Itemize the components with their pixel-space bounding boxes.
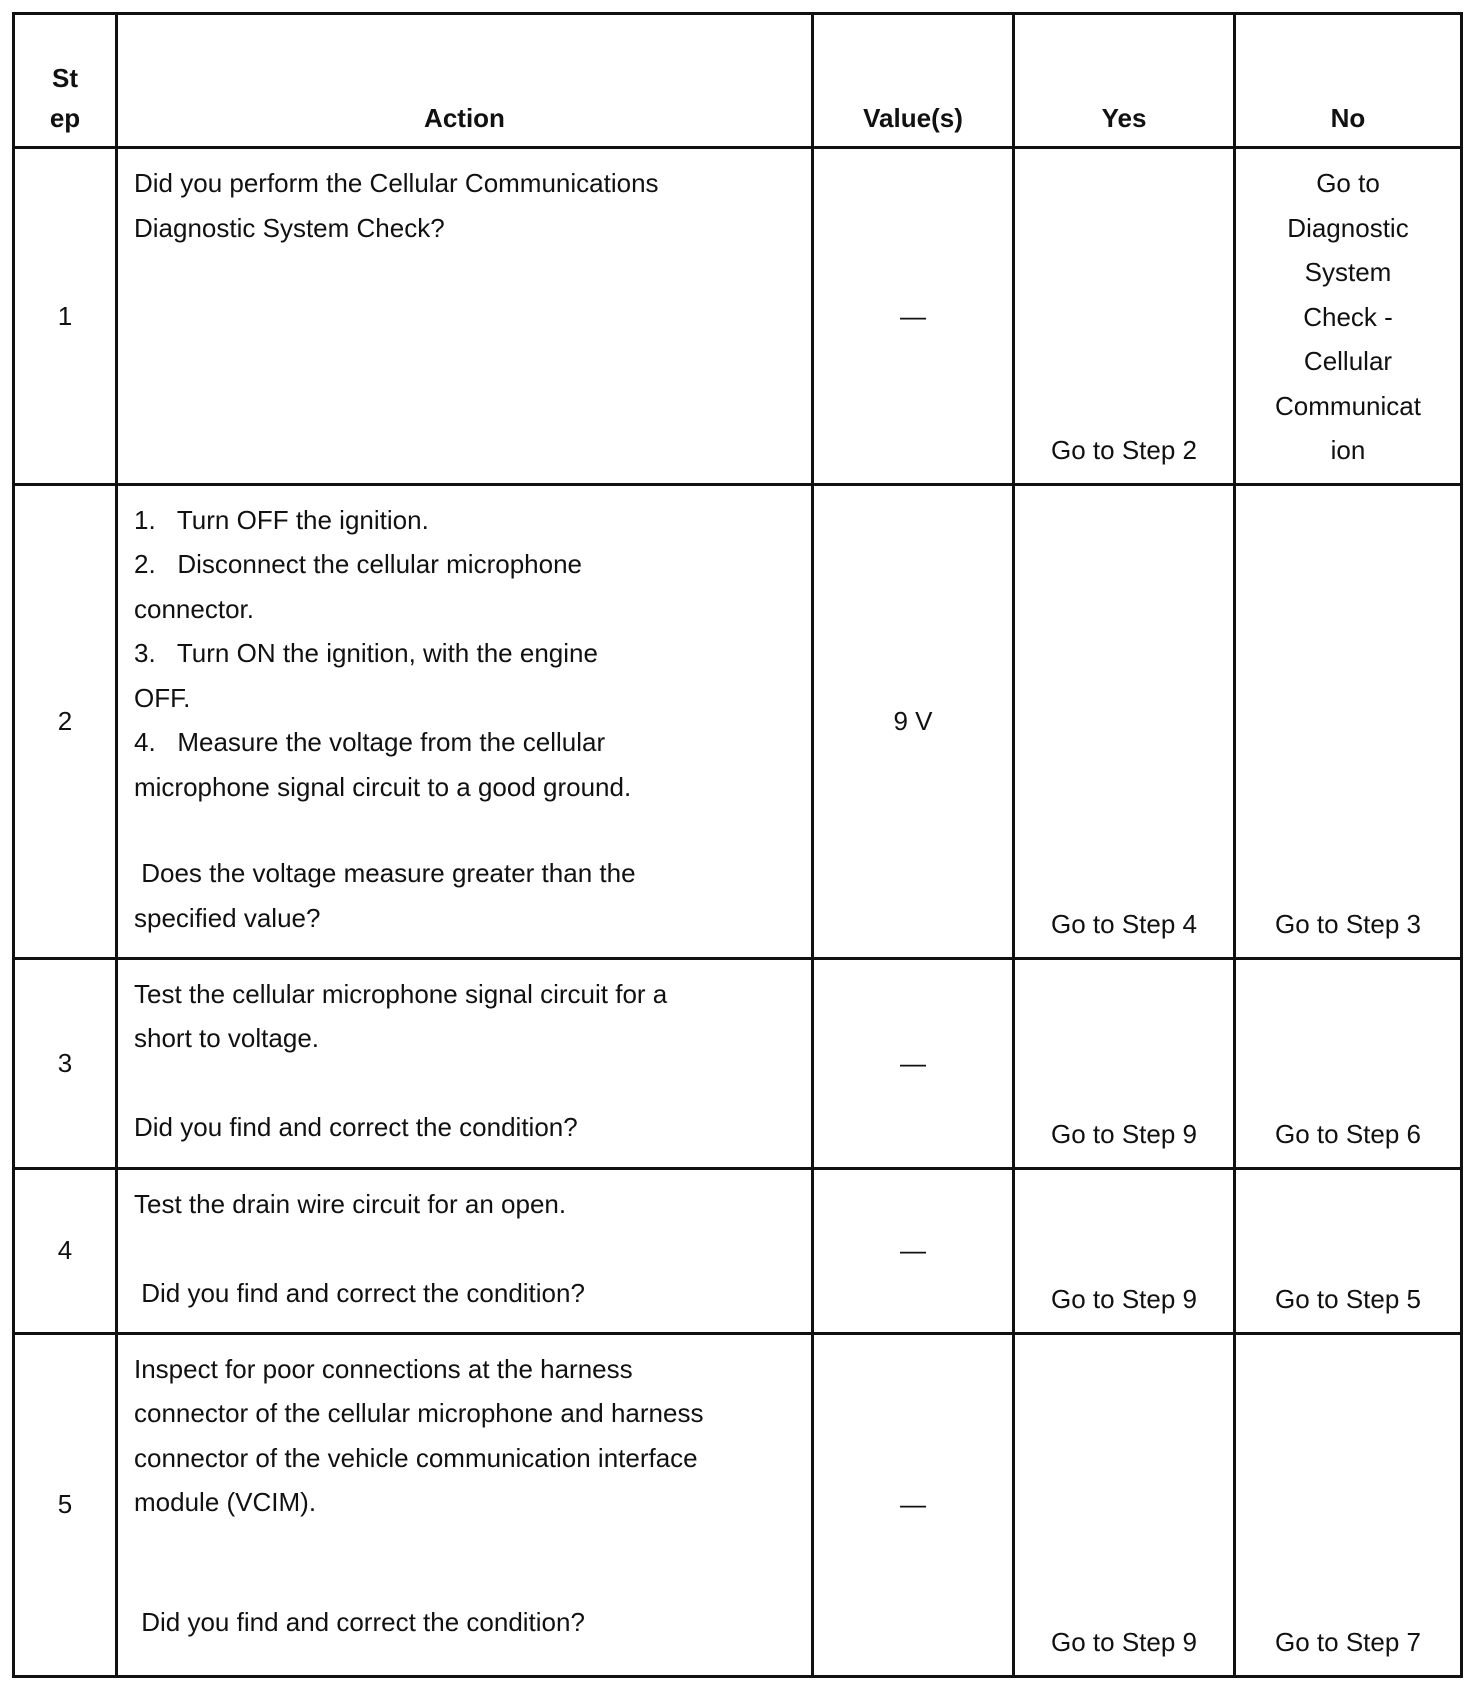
action-line: OFF. bbox=[134, 682, 191, 713]
question-line: specified value? bbox=[134, 902, 321, 933]
no-cell: Go to Step 6 bbox=[1235, 958, 1462, 1168]
header-yes: Yes bbox=[1014, 14, 1235, 148]
step-number: 4 bbox=[14, 1168, 117, 1333]
step-number: 1 bbox=[14, 148, 117, 485]
step-number: 3 bbox=[14, 958, 117, 1168]
action-line: Test the cellular microphone signal circuit for a bbox=[134, 978, 668, 1009]
step-number: 5 bbox=[14, 1333, 117, 1676]
action-cell bbox=[117, 1333, 813, 1676]
no-cell: Go to Step 7 bbox=[1235, 1333, 1462, 1676]
action-line: short to voltage. bbox=[134, 1023, 319, 1053]
table-row bbox=[14, 958, 1462, 1168]
action-line: Did you perform the Cellular Communications bbox=[134, 168, 659, 198]
action-line: Diagnostic System Check? bbox=[134, 212, 445, 243]
action-cell bbox=[117, 1168, 813, 1333]
action-line: Test the drain wire circuit for an open. bbox=[134, 1188, 567, 1219]
no-line: Check - bbox=[1303, 301, 1393, 332]
question-line: Did you find and correct the condition? bbox=[134, 1277, 585, 1308]
table-row bbox=[14, 148, 1462, 485]
header-values: Value(s) bbox=[813, 14, 1014, 148]
table-row bbox=[14, 1168, 1462, 1333]
action-line: 3. Turn ON the ignition, with the engine bbox=[134, 638, 598, 668]
no-cell bbox=[1235, 148, 1462, 485]
action-line: connector of the cellular microphone and harness bbox=[134, 1398, 704, 1428]
value-cell: — bbox=[813, 958, 1014, 1168]
action-cell bbox=[117, 958, 813, 1168]
table-row bbox=[14, 1333, 1462, 1676]
question-line: Did you find and correct the condition? bbox=[134, 1606, 585, 1637]
no-line: Communicat bbox=[1275, 390, 1421, 421]
value-cell: — bbox=[813, 1333, 1014, 1676]
value-cell: 9 V bbox=[813, 484, 1014, 958]
action-cell bbox=[117, 484, 813, 958]
no-line: Go to bbox=[1316, 168, 1380, 198]
yes-cell: Go to Step 9 bbox=[1014, 958, 1235, 1168]
no-line: Diagnostic bbox=[1287, 212, 1409, 243]
yes-cell: Go to Step 4 bbox=[1014, 484, 1235, 958]
action-line: connector. bbox=[134, 593, 254, 624]
header-no: No bbox=[1235, 14, 1462, 148]
action-line: 1. Turn OFF the ignition. bbox=[134, 504, 429, 535]
table-row bbox=[14, 484, 1462, 958]
no-cell: Go to Step 3 bbox=[1235, 484, 1462, 958]
action-line: microphone signal circuit to a good ground. bbox=[134, 771, 632, 802]
yes-cell: Go to Step 9 bbox=[1014, 1333, 1235, 1676]
no-line: Cellular bbox=[1303, 346, 1393, 376]
yes-cell: Go to Step 2 bbox=[1014, 148, 1235, 485]
action-line: module (VCIM). bbox=[134, 1487, 317, 1517]
step-number: 2 bbox=[14, 484, 117, 958]
action-line: 4. Measure the voltage from the cellular bbox=[134, 727, 606, 757]
action-line: connector of the vehicle communication interface bbox=[134, 1442, 698, 1473]
no-line: System bbox=[1304, 257, 1392, 287]
action-cell bbox=[117, 148, 813, 485]
action-line: Inspect for poor connections at the harness bbox=[134, 1353, 633, 1384]
no-cell: Go to Step 5 bbox=[1235, 1168, 1462, 1333]
question-line: Did you find and correct the condition? bbox=[134, 1112, 578, 1142]
yes-cell: Go to Step 9 bbox=[1014, 1168, 1235, 1333]
question-line: Does the voltage measure greater than the bbox=[134, 858, 636, 888]
diagnostic-table bbox=[12, 12, 1463, 1678]
header-action: Action bbox=[117, 14, 813, 148]
value-cell: — bbox=[813, 1168, 1014, 1333]
value-cell bbox=[813, 148, 1014, 485]
header-row bbox=[14, 14, 1462, 148]
no-line: ion bbox=[1330, 435, 1366, 465]
header-step: St ep bbox=[14, 14, 117, 148]
value-text: — bbox=[900, 300, 926, 331]
action-line: 2. Disconnect the cellular microphone bbox=[134, 549, 583, 579]
